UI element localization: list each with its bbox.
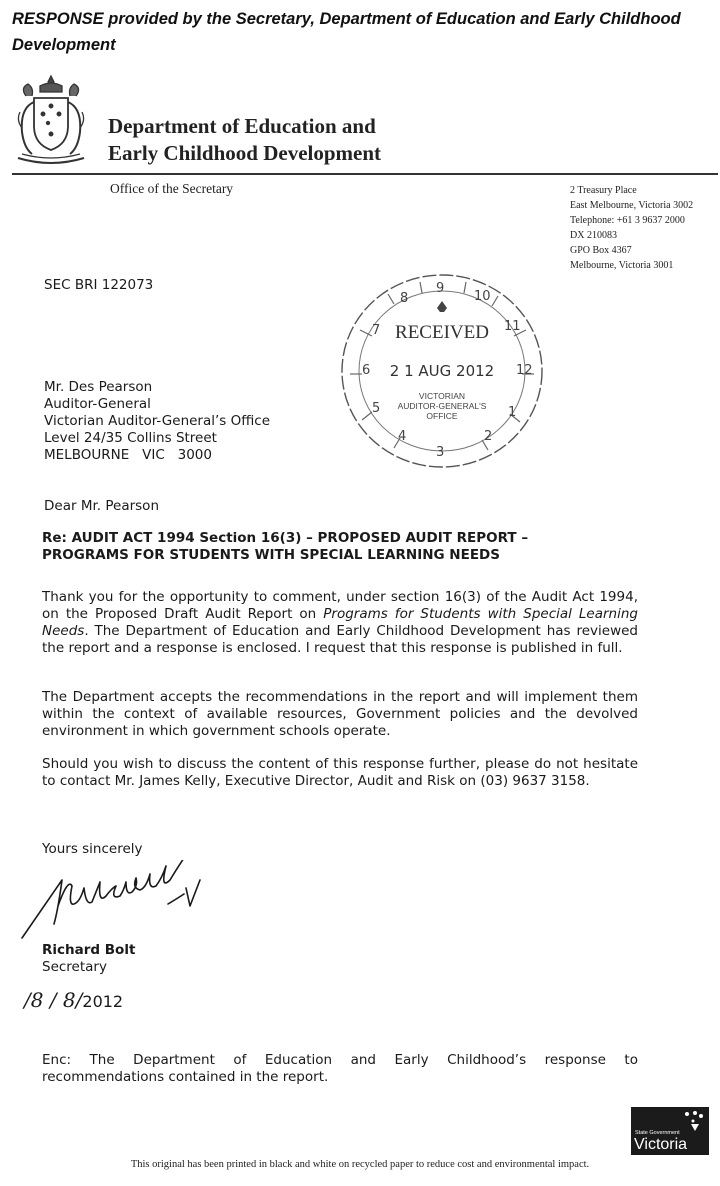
office-label: Office of the Secretary [110, 181, 234, 196]
stamp-dial-number: 5 [372, 401, 381, 416]
stamp-dial-number: 10 [474, 289, 491, 304]
stamp-dial-number: 2 [484, 429, 493, 444]
paragraph-1-text: Thank you for the opportunity to comment, under section 16(3) of the Audit Act 1994, on the Proposed Draft Audit Report on [42, 589, 638, 622]
department-name-line2: Early Childhood Development [108, 141, 382, 165]
department-name-line1: Department of Education and [108, 114, 376, 138]
paragraph-1-text-cont: . The Department of Education and Early Childhood Development has reviewed the report and a response is enclosed. I request that this response is published in full. [42, 623, 638, 656]
date-handwritten: /8 / 8/ [24, 988, 83, 1012]
state-government-label: State Government [635, 1130, 680, 1136]
letterhead-divider [12, 173, 718, 175]
crown-icon [437, 301, 447, 312]
stamp-dial-number: 9 [436, 281, 445, 296]
stamp-dial-number: 7 [372, 323, 381, 338]
stamp-date: 2 1 AUG 2012 [389, 362, 495, 380]
address-line: Telephone: +61 3 9637 2000 [570, 215, 685, 226]
stamp-dial-number: 4 [398, 429, 407, 444]
victoria-government-logo [631, 1107, 709, 1155]
date-year: 2012 [82, 992, 124, 1011]
stamp-dial-number: 8 [400, 291, 409, 306]
recipient-line: Level 24/35 Collins Street [44, 430, 217, 446]
paragraph-3: Should you wish to discuss the content of this response further, please do not hesitate to contact Mr. James Kelly, Executive Director, Audit and Risk on (03) 9637 3158. [42, 756, 638, 789]
address-line: 2 Treasury Place [570, 185, 637, 196]
recipient-line: Mr. Des Pearson [44, 379, 153, 395]
stamp-office-line: VICTORIAN [418, 391, 466, 401]
paragraph-2: The Department accepts the recommendations in the report and will implement them within the context of available resources, Government policies and the devolved environment in which government schools operate. [42, 689, 638, 739]
closing: Yours sincerely [42, 841, 143, 857]
signatory-name: Richard Bolt [42, 942, 136, 958]
received-stamp [336, 270, 548, 472]
subject-line [42, 530, 528, 564]
address-line: East Melbourne, Victoria 3002 [570, 200, 694, 211]
signature-date [24, 988, 123, 1012]
salutation: Dear Mr. Pearson [44, 498, 159, 514]
recipient-line: Auditor-General [44, 396, 151, 412]
stamp-office-line: OFFICE [426, 411, 458, 421]
address-line: Melbourne, Victoria 3001 [570, 260, 674, 271]
department-address [570, 183, 693, 273]
report-title: Programs for Students with Special Learning Needs [42, 606, 638, 639]
reference-number: SEC BRI 122073 [44, 277, 154, 293]
stamp-office-line: AUDITOR-GENERAL'S [397, 401, 487, 411]
address-line: GPO Box 4367 [570, 245, 632, 256]
address-line: DX 210083 [570, 230, 617, 241]
recipient-line: Victorian Auditor-General’s Office [44, 413, 271, 429]
signatory-title: Secretary [42, 959, 107, 975]
recipient-address [44, 379, 270, 464]
subject-line-2: PROGRAMS FOR STUDENTS WITH SPECIAL LEARNING NEEDS [42, 547, 500, 563]
coat-of-arms-icon [12, 72, 90, 168]
footer-note: This original has been printed in black and white on recycled paper to reduce cost and environmental impact. [130, 1159, 590, 1170]
stamp-dial-number: 1 [508, 405, 517, 420]
department-name [108, 113, 381, 167]
subject-line-1: Re: AUDIT ACT 1994 Section 16(3) – PROPOSED AUDIT REPORT – [42, 530, 529, 546]
victoria-label: Victoria [634, 1136, 688, 1153]
handwritten-signature [18, 860, 218, 945]
recipient-line: MELBOURNE VIC 3000 [44, 447, 212, 463]
stamp-received-label: RECEIVED [395, 322, 489, 343]
southern-cross-icon [683, 1110, 705, 1132]
page-header: RESPONSE provided by the Secretary, Department of Education and Early Childhood Development [12, 10, 681, 54]
stamp-dial-number: 6 [362, 363, 371, 378]
stamp-dial-number: 12 [516, 363, 533, 378]
enclosure-note: Enc: The Department of Education and Early Childhood’s response to recommendations contained in the report. [42, 1052, 643, 1085]
stamp-dial-number: 11 [504, 319, 521, 334]
stamp-dial-number: 3 [436, 445, 445, 460]
paragraph-1 [42, 589, 638, 657]
